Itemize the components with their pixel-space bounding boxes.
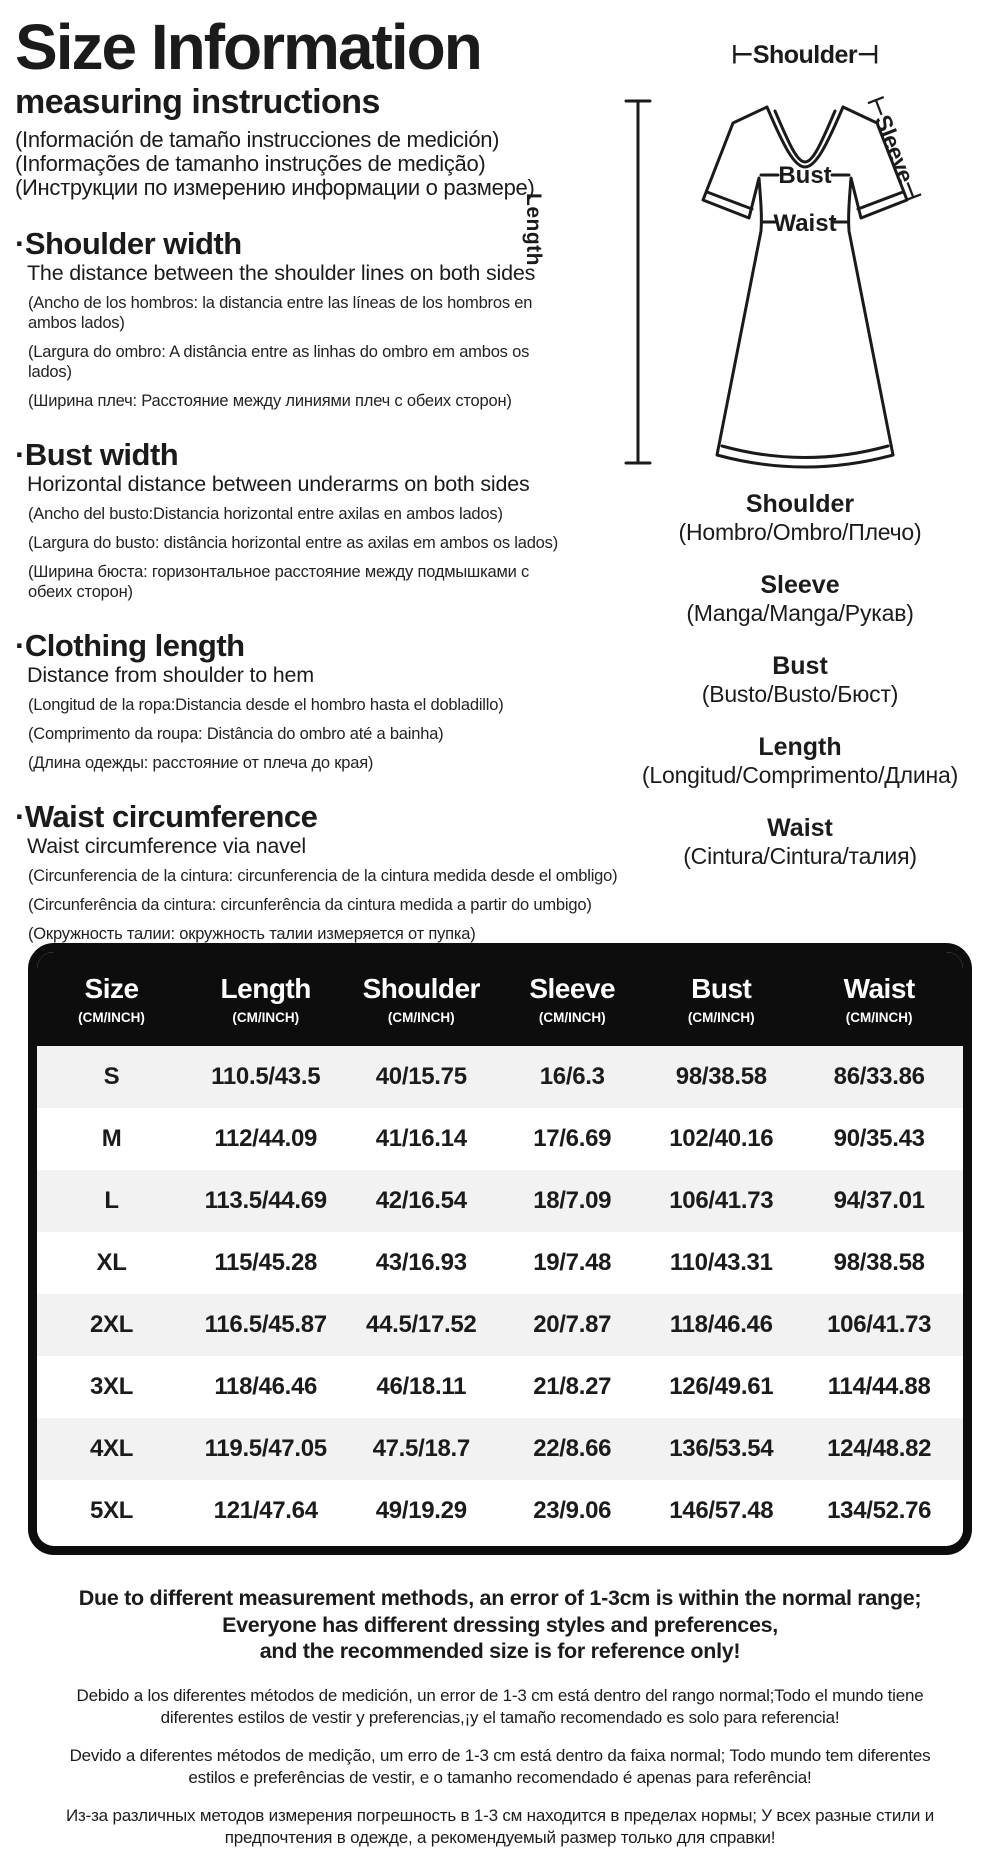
cell-length: 119.5/47.05 [204,1435,327,1462]
column-unit: (CM/INCH) [232,1010,300,1025]
cell-shoulder: 46/18.11 [376,1373,467,1400]
section-heading: ·Shoulder width [15,226,242,262]
column-unit: (CM/INCH) [78,1010,145,1025]
cell-bust: 136/53.54 [669,1435,774,1462]
section-heading: ·Bust width [15,437,179,473]
cell-sleeve: 23/9.06 [533,1497,612,1524]
cell-size: XL [96,1249,127,1276]
column-header-length: Length [220,973,311,1004]
table-row-2xl [37,1294,963,1356]
cell-shoulder: 47.5/18.7 [372,1435,470,1462]
legend-item-sleeve [560,571,1000,627]
section-shoulder-width [15,227,573,411]
bust-diagram-label: Bust [778,162,832,189]
legend-term: Waist [767,814,833,842]
section-translation-pt: (Comprimento da roupa: Distância do ombro até a bainha) [28,725,444,744]
section-translation-es: (Ancho de los hombros: la distancia entre las líneas de los hombros en ambos lados) [28,294,533,333]
legend-item-length [560,733,1000,789]
cell-bust: 146/57.48 [669,1497,774,1524]
shoulder-measure-label: ⊢Shoulder⊣ [731,41,879,69]
section-translation-es: (Circunferencia de la cintura: circunferencia de la cintura medida desde el ombligo) [28,867,618,886]
waist-diagram-label: Waist [773,210,837,237]
legend-translations: (Hombro/Ombro/Плечо) [678,519,922,545]
table-row-5xl [37,1480,963,1542]
sleeve-measure-label: ⊢Sleeve⊣ [862,93,927,205]
size-table [28,943,972,1555]
cell-sleeve: 20/7.87 [533,1311,612,1338]
subtitle-translation-ru: (Инструкции по измерению информации о размере) [15,175,535,201]
notice-line-3: and the recommended size is for reference only! [259,1639,741,1663]
legend-item-bust [560,652,1000,708]
legend-term: Shoulder [745,490,855,518]
cell-length: 115/45.28 [214,1249,318,1276]
cell-sleeve: 18/7.09 [533,1187,612,1214]
dress-diagram-panel [505,35,995,915]
cell-sleeve: 16/6.3 [539,1063,605,1090]
section-translation-ru: (Ширина плеч: Расстояние между линиями плеч с обеих сторон) [28,392,512,411]
subtitle-translation-pt: (Informações de tamanho instruções de medição) [15,151,486,177]
page-subtitle-translations [15,128,575,200]
cell-shoulder: 42/16.54 [375,1187,467,1214]
table-row-l [37,1170,963,1232]
section-translation-pt: (Largura do ombro: A distância entre as linhas do ombro em ambos os lados) [28,343,530,382]
legend-item-shoulder [560,490,1000,546]
cell-shoulder: 40/15.75 [375,1063,467,1090]
cell-length: 116.5/45.87 [204,1311,327,1338]
section-translation-ru: (Окружность талии: окружность талии измеряется от пупка) [28,925,476,944]
cell-waist: 86/33.86 [833,1063,925,1090]
notice-translation-pt: Devido a diferentes métodos de medição, um erro de 1-3 cm está dentro da faixa normal; Todo mundo tem diferentes estilos e preferências de vestir, e o tamanho recomendado é apenas para referência! [69,1745,931,1787]
cell-length: 118/46.46 [214,1373,318,1400]
cell-bust: 126/49.61 [669,1373,774,1400]
subtitle-translation-es: (Información de tamaño instrucciones de medición) [15,127,500,153]
column-unit: (CM/INCH) [687,1010,755,1025]
column-header-bust: Bust [691,973,752,1004]
cell-length: 121/47.64 [213,1497,318,1524]
legend-translations: (Busto/Busto/Бюст) [701,681,899,707]
column-unit: (CM/INCH) [538,1010,606,1025]
cell-shoulder: 44.5/17.52 [366,1311,477,1338]
section-heading: ·Clothing length [15,628,245,664]
page-title: Size Information [15,11,481,83]
cell-size: 4XL [89,1435,134,1462]
table-row-xl [37,1232,963,1294]
cell-size: M [101,1125,122,1152]
column-header-sleeve: Sleeve [529,973,616,1004]
cell-sleeve: 22/8.66 [533,1435,612,1462]
cell-length: 113.5/44.69 [204,1187,327,1214]
legend-item-waist [560,814,1000,870]
section-translation-ru: (Ширина бюста: горизонтальное расстояние между подмышками с обеих сторон) [28,563,530,602]
page-subtitle: measuring instructions [15,83,380,122]
cell-length: 112/44.09 [214,1125,318,1152]
table-row-3xl [37,1356,963,1418]
cell-waist: 134/52.76 [827,1497,932,1524]
cell-size: 5XL [89,1497,134,1524]
cell-bust: 102/40.16 [669,1125,774,1152]
cell-sleeve: 17/6.69 [533,1125,612,1152]
cell-bust: 110/43.31 [669,1249,773,1276]
cell-length: 110.5/43.5 [211,1063,321,1090]
notice-translation-ru: Из-за различных методов измерения погрешность в 1-3 см находится в пределах нормы; У всех разные стили и предпочтения в одежде, а рекомендуемый размер только для справки! [66,1805,934,1847]
column-header-shoulder: Shoulder [362,973,480,1004]
diagram-legend [560,490,1000,895]
table-row-4xl [37,1418,963,1480]
cell-size: 3XL [89,1373,134,1400]
section-description: The distance between the shoulder lines on both sides [27,261,536,286]
dress-diagram [505,35,975,485]
section-description: Distance from shoulder to hem [27,663,314,688]
legend-translations: (Longitud/Comprimento/Длина) [641,762,959,788]
size-table-header [37,952,963,1046]
cell-waist: 94/37.01 [833,1187,925,1214]
notice-line-1: Due to different measurement methods, an error of 1-3cm is within the normal range; [78,1586,922,1610]
legend-translations: (Cintura/Cintura/талия) [683,843,917,869]
measurement-notice [0,1585,1000,1665]
section-description: Waist circumference via navel [27,834,306,859]
cell-waist: 90/35.43 [833,1125,925,1152]
section-heading: ·Waist circumference [15,799,318,835]
section-translation-es: (Ancho del busto:Distancia horizontal entre axilas en ambos lados) [28,505,503,524]
cell-size: L [104,1187,119,1214]
cell-bust: 98/38.58 [675,1063,767,1090]
cell-sleeve: 19/7.48 [533,1249,612,1276]
section-description: Horizontal distance between underarms on both sides [27,472,530,497]
length-measure-label: Length [522,193,545,266]
section-bust-width [15,438,573,602]
cell-size: S [103,1063,120,1090]
cell-sleeve: 21/8.27 [533,1373,612,1400]
section-translation-ru: (Длина одежды: расстояние от плеча до края) [28,754,374,773]
cell-waist: 98/38.58 [833,1249,925,1276]
cell-bust: 106/41.73 [669,1187,774,1214]
cell-shoulder: 49/19.29 [375,1497,467,1524]
notice-translation-es: Debido a los diferentes métodos de medición, un error de 1-3 cm está dentro del rango normal;Todo el mundo tiene diferentes estilos de vestir y preferencias,¡y el tamaño recomendado es solo para referencia! [76,1685,924,1727]
column-header-waist: Waist [843,973,915,1004]
legend-term: Length [758,733,842,761]
cell-shoulder: 41/16.14 [375,1125,467,1152]
column-unit: (CM/INCH) [387,1010,455,1025]
section-translation-pt: (Circunferência da cintura: circunferência da cintura medida a partir do umbigo) [28,896,592,915]
column-unit: (CM/INCH) [845,1010,913,1025]
table-row-s [37,1046,963,1108]
section-translation-es: (Longitud de la ropa:Distancia desde el hombro hasta el dobladillo) [28,696,504,715]
section-translation-pt: (Largura do busto: distância horizontal entre as axilas em ambos os lados) [28,534,558,553]
cell-waist: 106/41.73 [827,1311,932,1338]
cell-waist: 124/48.82 [827,1435,932,1462]
cell-waist: 114/44.88 [827,1373,931,1400]
legend-term: Bust [772,652,828,680]
cell-size: 2XL [89,1311,134,1338]
cell-shoulder: 43/16.93 [375,1249,467,1276]
cell-bust: 118/46.46 [669,1311,773,1338]
legend-term: Sleeve [760,571,840,599]
table-row-m [37,1108,963,1170]
notice-line-2: Everyone has different dressing styles and preferences, [222,1612,778,1637]
footer-notes [0,1585,1000,1849]
measuring-instructions-column [15,11,618,944]
legend-translations: (Manga/Manga/Рукав) [686,600,914,626]
column-header-size: Size [84,973,139,1004]
